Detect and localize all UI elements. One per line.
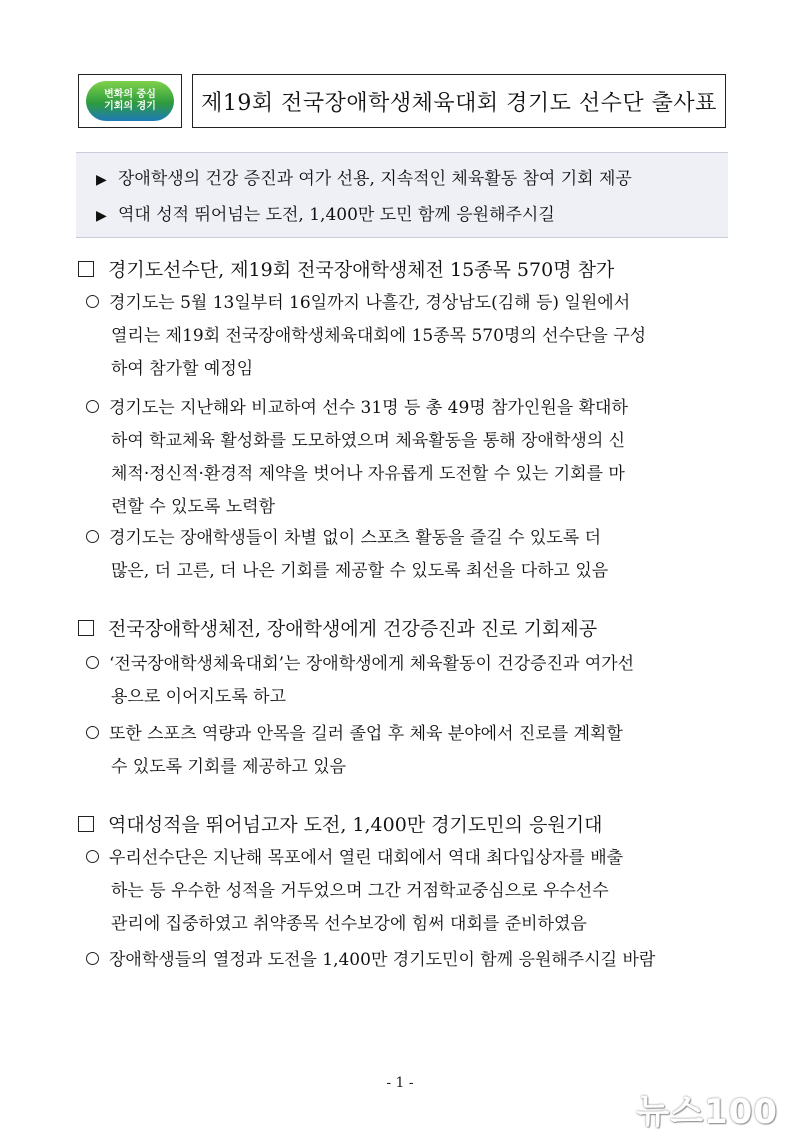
summary-text: 장애학생의 건강 증진과 여가 선용, 지속적인 체육활동 참여 기회 제공 (118, 169, 632, 189)
bullet-line (86, 392, 736, 425)
bullet-text: 장애학생들의 열정과 도전을 1,400만 경기도민이 함께 응원해주시길 바람 (109, 950, 656, 970)
square-bullet-icon (78, 261, 94, 277)
circle-bullet-icon (86, 952, 99, 965)
bullet-line (86, 718, 736, 751)
bullet-line (86, 944, 736, 977)
summary-line (96, 161, 728, 197)
gyeonggi-logo (86, 81, 174, 121)
square-bullet-icon (78, 620, 94, 636)
bullet-line: 열리는 제19회 전국장애학생체육대회에 15종목 570명의 선수단을 구성 (111, 326, 647, 346)
bullet-item (86, 287, 736, 386)
bullet-text: 경기도는 장애학생들이 차별 없이 스포츠 활동을 즐길 수 있도록 더 (109, 528, 602, 548)
bullet-item (86, 718, 736, 784)
logo-text-line2: 기회의 경기 (104, 101, 156, 112)
bullet-line: 하여 참가할 예정임 (111, 359, 254, 379)
bullet-text: ‘전국장애학생체육대회’는 장애학생에게 체육활동이 건강증진과 여가선 (109, 654, 635, 674)
bullet-line: 하여 학교체육 활성화를 도모하였으며 체육활동을 통해 장애학생의 신 (111, 431, 626, 451)
bullet-item (86, 842, 736, 941)
square-bullet-icon (78, 816, 94, 832)
bullet-item (86, 522, 736, 588)
section-heading (78, 614, 597, 641)
bullet-item (86, 944, 736, 977)
bullet-line (86, 287, 736, 320)
bullet-line: 수 있도록 기회를 제공하고 있음 (111, 757, 347, 777)
page-number: - 1 - (386, 1075, 414, 1091)
circle-bullet-icon (86, 726, 99, 739)
triangle-bullet-icon: ▶ (96, 208, 107, 224)
circle-bullet-icon (86, 656, 99, 669)
bullet-text: 경기도는 5월 13일부터 16일까지 나흘간, 경상남도(김해 등) 일원에서 (109, 293, 631, 313)
circle-bullet-icon (86, 295, 99, 308)
header (78, 74, 726, 128)
logo-text-line1: 변화의 중심 (104, 89, 156, 100)
section-heading (78, 255, 614, 282)
bullet-line (86, 648, 736, 681)
bullet-text: 또한 스포츠 역량과 안목을 길러 졸업 후 체육 분야에서 진로를 계획할 (109, 724, 623, 744)
summary-box (76, 152, 728, 238)
bullet-line: 관리에 집중하였고 취약종목 선수보강에 힘써 대회를 준비하였음 (111, 914, 587, 934)
bullet-text: 경기도는 지난해와 비교하여 선수 31명 등 총 49명 참가인원을 확대하 (109, 398, 628, 418)
section-heading (78, 810, 602, 837)
bullet-line: 련할 수 있도록 노력함 (111, 497, 276, 517)
bullet-line (86, 842, 736, 875)
circle-bullet-icon (86, 850, 99, 863)
circle-bullet-icon (86, 530, 99, 543)
section-heading-text: 전국장애학생체전, 장애학생에게 건강증진과 진로 기회제공 (108, 618, 598, 640)
bullet-line: 하는 등 우수한 성적을 거두었으며 그간 거점학교중심으로 우수선수 (111, 881, 609, 901)
logo-frame (78, 74, 182, 128)
document-title: 제19회 전국장애학생체육대회 경기도 선수단 출사표 (192, 74, 726, 128)
circle-bullet-icon (86, 400, 99, 413)
summary-text: 역대 성적 뛰어넘는 도전, 1,400만 도민 함께 응원해주시길 (118, 205, 555, 225)
bullet-item (86, 648, 736, 714)
bullet-line (86, 522, 736, 555)
summary-line (96, 197, 728, 233)
bullet-line: 많은, 더 고른, 더 나은 기회를 제공할 수 있도록 최선을 다하고 있음 (111, 561, 609, 581)
bullet-text: 우리선수단은 지난해 목포에서 열린 대회에서 역대 최다입상자를 배출 (109, 848, 624, 868)
bullet-item (86, 392, 736, 524)
section-heading-text: 역대성적을 뛰어넘고자 도전, 1,400만 경기도민의 응원기대 (108, 814, 603, 836)
news-watermark: 뉴스100 (636, 1092, 778, 1132)
section-heading-text: 경기도선수단, 제19회 전국장애학생체전 15종목 570명 참가 (108, 259, 615, 281)
bullet-line: 체적·정신적·환경적 제약을 벗어나 자유롭게 도전할 수 있는 기회를 마 (111, 464, 625, 484)
triangle-bullet-icon: ▶ (96, 172, 107, 188)
bullet-line: 용으로 이어지도록 하고 (111, 687, 287, 707)
